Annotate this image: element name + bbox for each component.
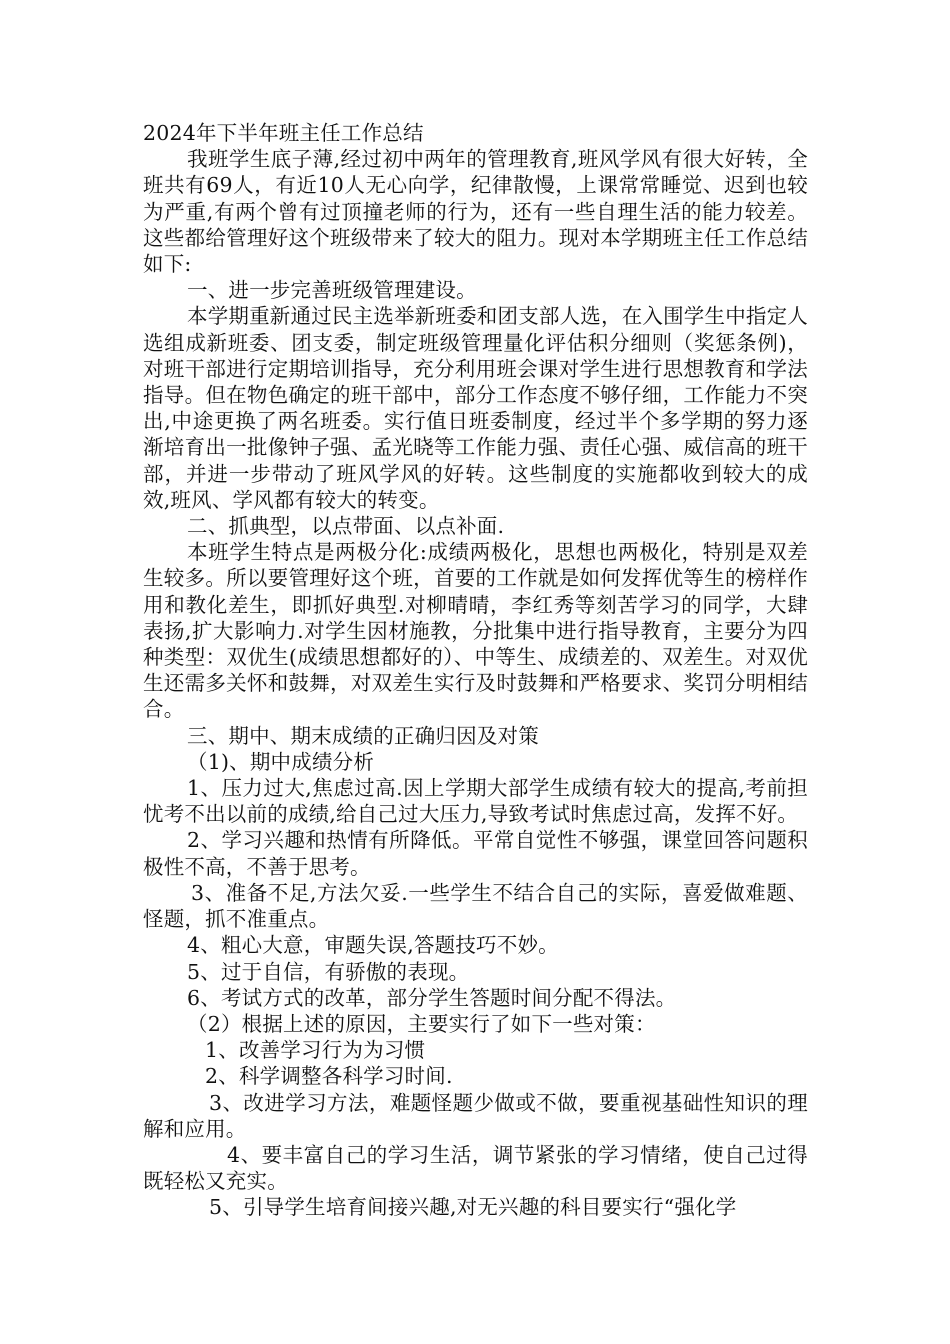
subsection-heading-2: （2）根据上述的原因，主要实行了如下一些对策： xyxy=(187,1011,656,1036)
subsection-heading-1: （1)、期中成绩分析 xyxy=(187,749,375,774)
section-heading-3: 三、期中、期末成绩的正确归因及对策 xyxy=(187,723,539,748)
paragraph-section-2: 本班学生特点是两极分化:成绩两极化，思想也两极化，特别是双差生较多。所以要管理好这个班，首要的工作就是如何发挥优等生的榜样作用和教化差生，即抓好典型.对柳晴晴，李红秀等刻苦学习的同学，大肆表扬,扩大影响力.对学生因材施教，分批集中进行指导教育，主要分为四种类型：双优生(成绩思想都好的）、中等生、成绩差的、双差生。对双优生还需多关怀和鼓舞，对双差生实行及时鼓舞和严格要求、奖罚分明相结合。 xyxy=(143,540,808,722)
list-item: 2、科学调整各科学习时间. xyxy=(205,1064,453,1089)
list-item: 4、粗心大意，审题失误,答题技巧不妙。 xyxy=(187,933,559,958)
list-item: 3、改进学习方法，难题怪题少做或不做，要重视基础性知识的理解和应用。 xyxy=(143,1090,808,1141)
list-item: 5、过于自信，有骄傲的表现。 xyxy=(187,959,470,984)
list-item: 1、压力过大,焦虑过高.因上学期大部学生成绩有较大的提高,考前担忧考不出以前的成绩,给自己过大压力,导致考试时焦虑过高，发挥不好。 xyxy=(143,776,808,827)
paragraph-section-1: 本学期重新通过民主选举新班委和团支部人选，在入围学生中指定人选组成新班委、团支委，制定班级管理量化评估积分细则（奖惩条例)，对班干部进行定期培训指导，充分利用班会课对学生进行思想教育和学法指导。但在物色确定的班干部中，部分工作态度不够仔细，工作能力不突出,中途更换了两名班委。实行值日班委制度，经过半个多学期的努力逐渐培育出一批像钟子强、孟光晓等工作能力强、责任心强、威信高的班干部，并进一步带动了班风学风的好转。这些制度的实施都收到较大的成效,班风、学风都有较大的转变。 xyxy=(143,304,808,512)
section-heading-1: 一、进一步完善班级管理建设。 xyxy=(187,278,477,303)
document-page xyxy=(143,120,808,1221)
paragraph-intro: 我班学生底子薄,经过初中两年的管理教育,班风学风有很大好转，全班共有69人，有近10人无心向学，纪律散慢，上课常常睡觉、迟到也较为严重,有两个曾有过顶撞老师的行为，还有一些自理生活的能力较差。这些都给管理好这个班级带来了较大的阻力。现对本学期班主任工作总结如下: xyxy=(143,147,808,277)
section-heading-2: 二、抓典型，以点带面、以点补面. xyxy=(187,514,505,539)
list-item: 6、考试方式的改革，部分学生答题时间分配不得法。 xyxy=(187,985,677,1010)
list-item: 4、要丰富自己的学习生活，调节紧张的学习情绪，使自己过得既轻松又充实。 xyxy=(143,1142,808,1194)
list-item: 3、准备不足,方法欠妥.一些学生不结合自己的实际，喜爱做难题、怪题，抓不准重点。 xyxy=(143,880,808,932)
list-item: 2、学习兴趣和热情有所降低。平常自觉性不够强，课堂回答问题积极性不高，不善于思考。 xyxy=(143,828,808,879)
list-item: 5、引导学生培育间接兴趣,对无兴趣的科目要实行“强化学 xyxy=(209,1195,737,1220)
document-title: 2024年下半年班主任工作总结 xyxy=(143,121,424,145)
list-item: 1、改善学习行为为习惯 xyxy=(205,1038,426,1063)
